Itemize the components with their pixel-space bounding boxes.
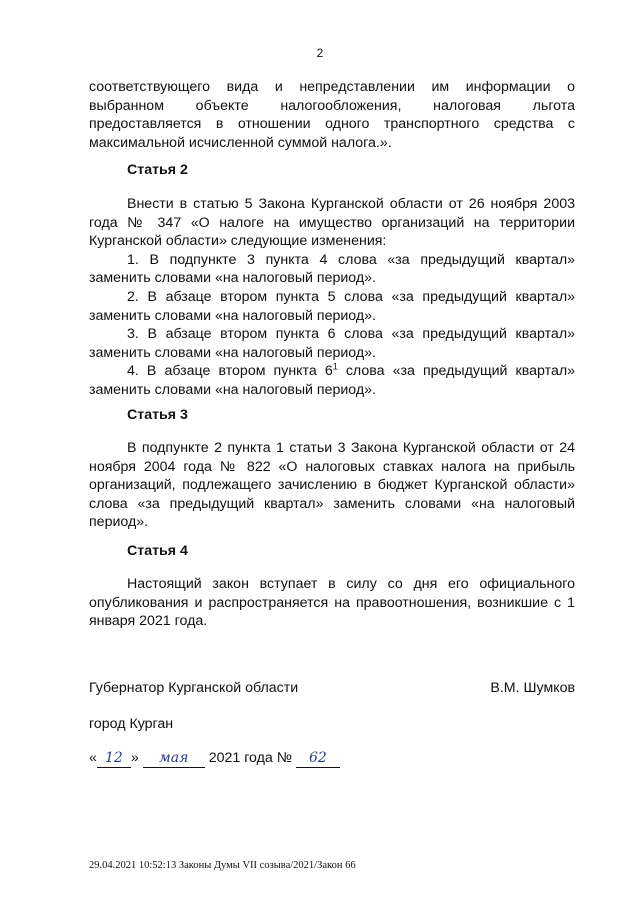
date-close-quote: »	[130, 750, 139, 766]
article-2-intro: Внести в статью 5 Закона Курганской области от 26 ноября 2003 года № 347 «О налоге на имущество организаций на территории Курганской области» следующие изменения:	[89, 196, 575, 250]
date-month-handwritten: мая	[143, 751, 205, 768]
article-2-item-2: 2. В абзаце втором пункта 5 слова «за предыдущий квартал» заменить словами «на налоговый период».	[89, 288, 575, 324]
signature-block	[89, 680, 575, 696]
article-3-body	[89, 439, 575, 532]
article-4-heading: Статья 4	[127, 543, 188, 559]
article-2-item-4-before: 4. В абзаце втором пункта 6	[127, 363, 333, 380]
date-year-text: 2021 года №	[208, 750, 292, 766]
article-3-section	[89, 406, 575, 425]
date-line	[89, 750, 340, 768]
city-line: город Курган	[89, 716, 174, 732]
article-2-section	[89, 161, 575, 180]
article-2-item-3: 3. В абзаце втором пункта 6 слова «за предыдущий квартал» заменить словами «на налоговый период».	[89, 326, 575, 361]
article-2-item-1: 1. В подпункте 3 пункта 4 слова «за предыдущий квартал» заменить словами «на налоговый период».	[89, 251, 575, 287]
article-4-section	[89, 542, 575, 561]
intro-paragraph-text: соответствующего вида и непредставлении им информации о выбранном объекте налогообложения, налоговая льгота предоставляется в отношении одного транспортного средства с максимальной исчисленной суммой налога.».	[89, 79, 575, 151]
article-2-item-4	[89, 362, 575, 399]
intro-paragraph	[89, 78, 575, 152]
article-2-heading: Статья 2	[127, 162, 188, 178]
signatory-title: Губернатор Курганской области	[89, 680, 299, 696]
article-2-item-4-after: слова «за предыдущий квартал» заменить словами «на налоговый период».	[89, 363, 576, 398]
date-day-handwritten: 12	[97, 751, 131, 768]
article-3-text: В подпункте 2 пункта 1 статьи 3 Закона Курганской области от 24 ноября 2004 года № 822 «О налоговых ставках налога на прибыль организаций, подлежащего зачислению в бюджет Курганской области» слова «за предыдущий квартал» заменить словами «на налоговый период».	[89, 440, 575, 531]
article-4-text: Настоящий закон вступает в силу со дня его официального опубликования и распространяется на правоотношения, возникшие с 1 января 2021 года.	[89, 576, 575, 630]
signatory-name: В.М. Шумков	[490, 680, 575, 696]
article-2-body	[89, 195, 575, 400]
article-3-heading: Статья 3	[127, 407, 188, 423]
law-number-handwritten: 62	[296, 751, 340, 768]
date-open-quote: «	[89, 750, 97, 766]
article-2-item-4-superscript: 1	[332, 361, 338, 372]
article-4-body	[89, 575, 575, 631]
footer-metadata: 29.04.2021 10:52:13 Законы Думы VII созыва/2021/Закон 66	[89, 860, 356, 871]
page-number: 2	[316, 46, 324, 60]
